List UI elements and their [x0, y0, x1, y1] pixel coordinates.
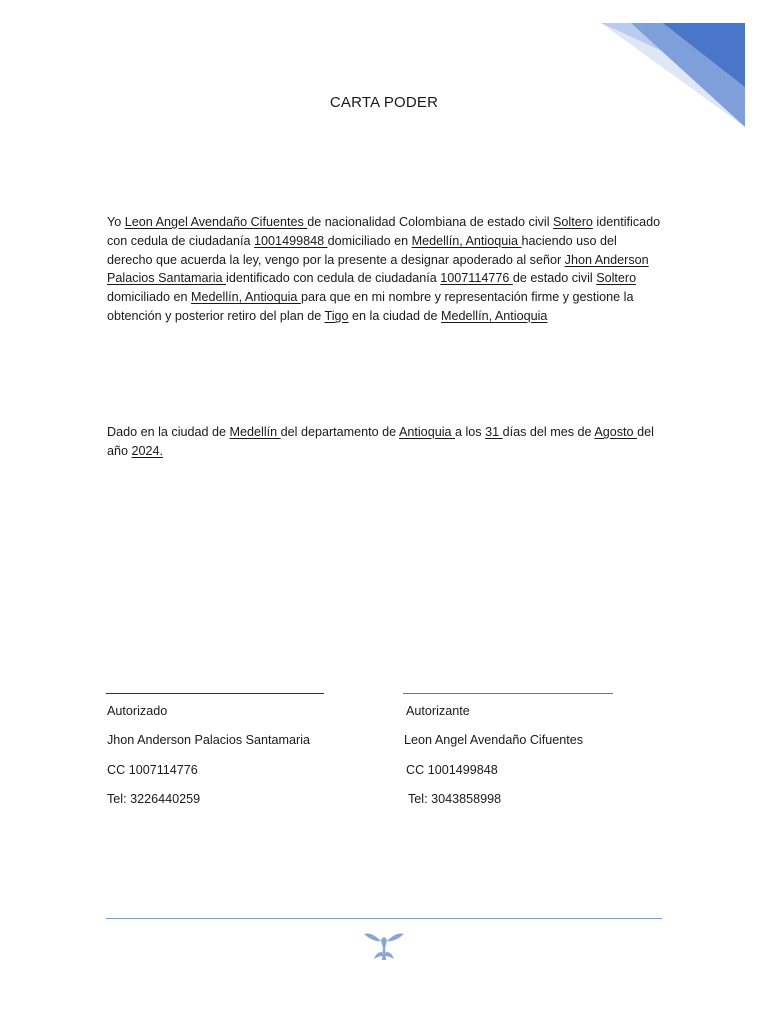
signature-name: Jhon Anderson Palacios Santamaria — [107, 733, 311, 747]
authorization-paragraph — [107, 213, 663, 326]
agent-residence: Medellín, Antioquia — [191, 290, 301, 305]
text-segment: identificado con cedula de ciudadanía — [226, 271, 441, 286]
operator-name: Tigo — [324, 308, 349, 323]
signature-phone: Tel: 3226440259 — [107, 792, 201, 806]
corner-triangle-decoration — [601, 23, 745, 127]
signature-name: Leon Angel Avendaño Cifuentes — [404, 733, 584, 747]
text-segment: días del mes de — [502, 425, 595, 439]
text-segment: haciendo uso del derecho que acuerda la ley, vengo por la presente a designar apoderado al señor — [107, 233, 617, 267]
agent-id-number: 1007114776 — [440, 271, 513, 286]
text-segment: de nacionalidad Colombiana de estado civil — [307, 215, 554, 229]
text-segment: del departamento de — [280, 425, 399, 439]
date-paragraph — [107, 423, 663, 461]
grantor-residence: Medellín, Antioquia — [411, 233, 522, 248]
grantor-id-number: 1001499848 — [254, 233, 328, 248]
grantor-name: Leon Angel Avendaño Cifuentes — [124, 215, 308, 229]
agent-civil-status: Soltero — [596, 271, 637, 286]
text-segment: identificado con cedula de ciudadanía — [107, 215, 661, 248]
text-segment: de estado civil — [512, 271, 597, 286]
issue-month: Agosto — [594, 425, 638, 439]
signature-line-authorized — [106, 693, 324, 694]
text-segment: Yo — [107, 215, 125, 229]
signature-id: CC 1001499848 — [406, 763, 498, 777]
text-segment: Dado en la ciudad de — [107, 425, 230, 439]
issue-city: Medellín — [229, 425, 281, 439]
text-segment: del año — [107, 425, 654, 458]
service-city: Medellín, Antioquia — [440, 308, 548, 323]
text-segment: a los — [455, 425, 486, 439]
footer-divider — [106, 918, 662, 919]
issue-day: 31 — [485, 425, 503, 439]
bird-logo-icon — [362, 928, 406, 962]
text-segment: domiciliado en — [327, 233, 412, 248]
grantor-civil-status: Soltero — [553, 215, 593, 229]
signature-role: Autorizado — [107, 704, 168, 718]
agent-name: Jhon Anderson Palacios Santamaria — [107, 252, 649, 286]
text-segment: domiciliado en — [107, 290, 192, 305]
signature-role: Autorizante — [406, 704, 470, 718]
page-title: CARTA PODER — [329, 94, 439, 111]
signature-line-authorizer — [403, 693, 613, 694]
signature-id: CC 1007114776 — [107, 763, 198, 777]
issue-department: Antioquia — [398, 425, 455, 439]
issue-year: 2024. — [131, 443, 164, 458]
text-segment: en la ciudad de — [348, 308, 441, 323]
signature-phone: Tel: 3043858998 — [408, 792, 502, 806]
text-segment: para que en mi nombre y representación firme y gestione la obtención y posterior retiro del plan de — [107, 290, 634, 323]
